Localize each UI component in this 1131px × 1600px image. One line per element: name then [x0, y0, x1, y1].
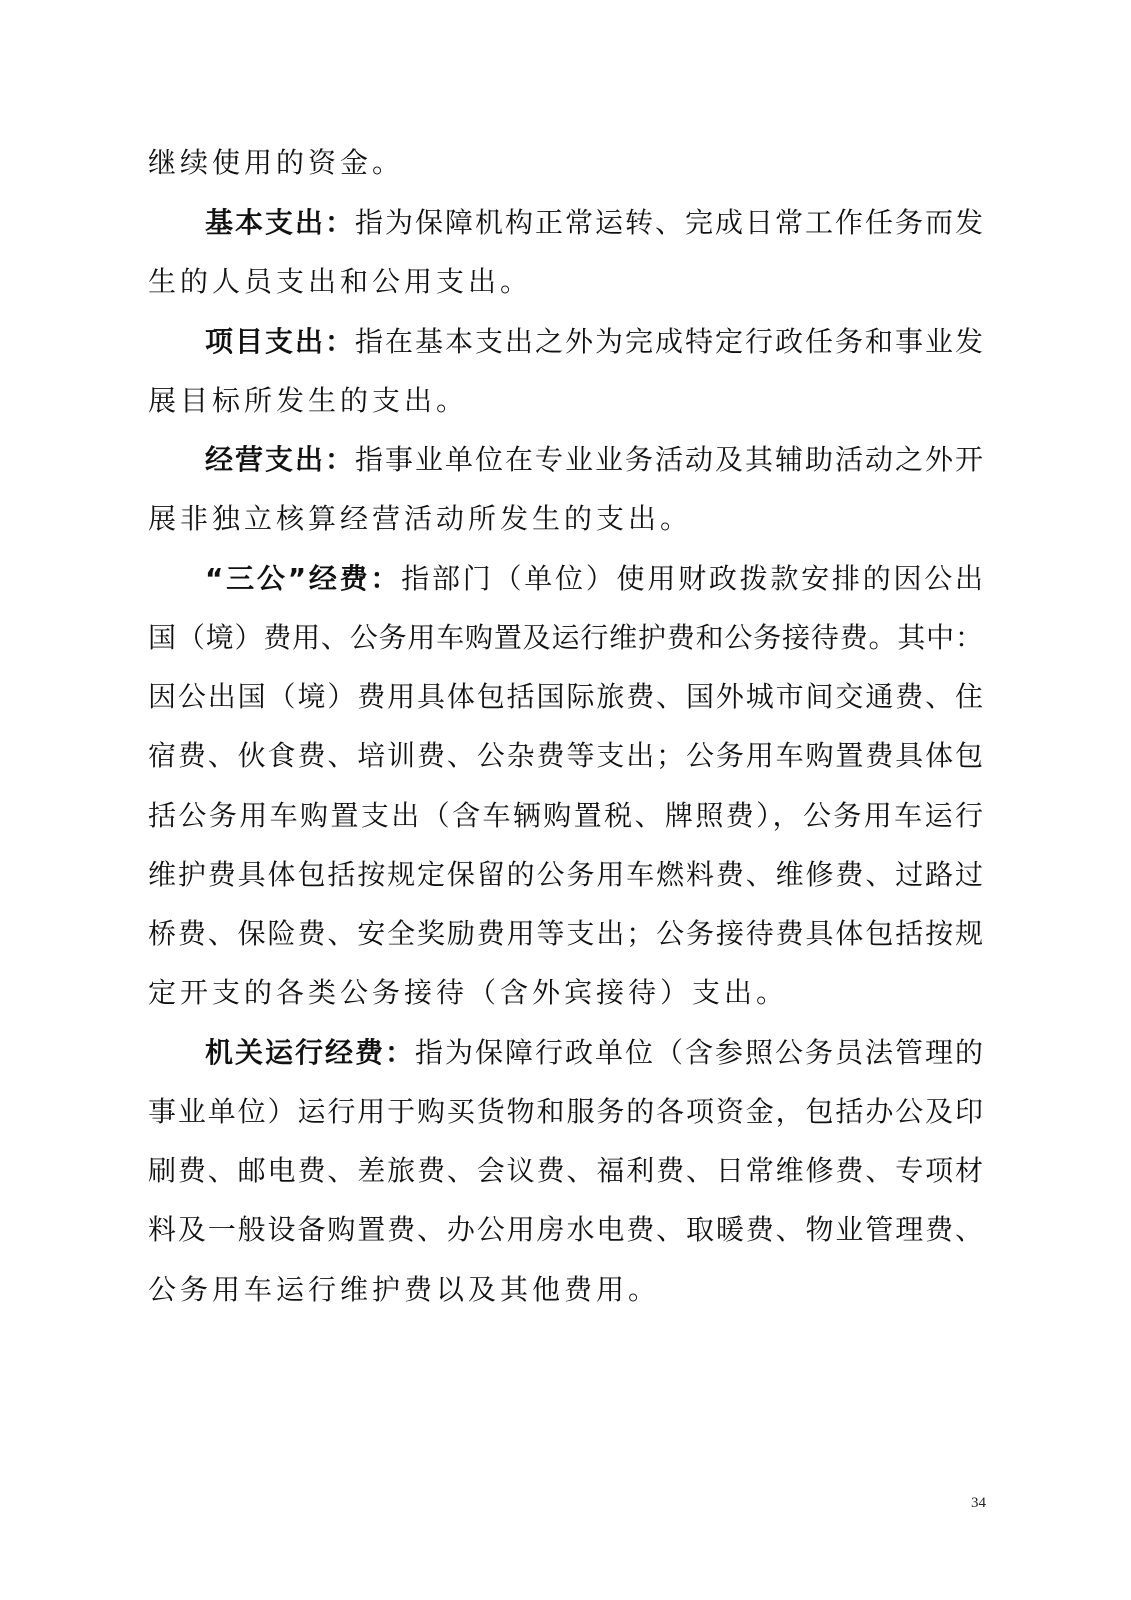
- line-text: 生的人员支出和公用支出。: [148, 265, 533, 298]
- text-line: [148, 143, 983, 183]
- line-text: 料及一般设备购置费、办公用房水电费、取暖费、物业管理费、: [148, 1213, 983, 1246]
- text-line: [148, 1092, 983, 1132]
- text-line: [148, 796, 983, 836]
- line-text: 展非独立核算经营活动所发生的支出。: [148, 502, 693, 535]
- definition-line: [205, 1033, 983, 1073]
- text-line: [148, 914, 983, 954]
- line-text: 因公出国（境）费用具体包括国际旅费、国外城市间交通费、住: [148, 680, 983, 713]
- text-line: [148, 618, 983, 658]
- text-line: [148, 973, 983, 1013]
- page-number: 34: [971, 1495, 986, 1511]
- line-text: 括公务用车购置支出（含车辆购置税、牌照费），公务用车运行: [148, 799, 983, 832]
- text-line: [148, 855, 983, 895]
- text-line: [148, 1210, 983, 1250]
- text-line: [148, 262, 983, 302]
- definition-line: [205, 440, 983, 480]
- term-label: “三公”经费：: [205, 562, 402, 595]
- definition-line: [205, 322, 983, 362]
- line-text: 指为保障机构正常运转、完成日常工作任务而发: [355, 206, 983, 239]
- line-text: 国（境）费用、公务用车购置及运行维护费和公务接待费。其中：: [148, 621, 983, 654]
- line-text: 定开支的各类公务接待（含外宾接待）支出。: [148, 976, 789, 1009]
- term-label: 机关运行经费：: [205, 1036, 415, 1069]
- line-text: 指为保障行政单位（含参照公务员法管理的: [415, 1036, 983, 1069]
- term-label: 经营支出：: [205, 443, 355, 476]
- line-text: 桥费、保险费、安全奖励费用等支出；公务接待费具体包括按规: [148, 917, 983, 950]
- text-line: [148, 499, 983, 539]
- line-text: 公务用车运行维护费以及其他费用。: [148, 1273, 661, 1306]
- line-text: 刷费、邮电费、差旅费、会议费、福利费、日常维修费、专项材: [148, 1154, 983, 1187]
- text-line: [148, 736, 983, 776]
- line-text: 事业单位）运行用于购买货物和服务的各项资金，包括办公及印: [148, 1095, 983, 1128]
- line-text: 指在基本支出之外为完成特定行政任务和事业发: [355, 325, 983, 358]
- text-line: [148, 381, 983, 421]
- text-line: [148, 677, 983, 717]
- line-text: 继续使用的资金。: [148, 146, 405, 179]
- term-label: 项目支出：: [205, 325, 355, 358]
- text-line: [148, 1270, 983, 1310]
- line-text: 指事业单位在专业业务活动及其辅助活动之外开: [355, 443, 983, 476]
- line-text: 宿费、伙食费、培训费、公杂费等支出；公务用车购置费具体包: [148, 739, 983, 772]
- line-text: 展目标所发生的支出。: [148, 384, 469, 417]
- term-label: 基本支出：: [205, 206, 355, 239]
- text-line: [148, 1151, 983, 1191]
- definition-line: [205, 559, 983, 599]
- line-text: 维护费具体包括按规定保留的公务用车燃料费、维修费、过路过: [148, 858, 983, 891]
- line-text: 指部门（单位）使用财政拨款安排的因公出: [401, 562, 983, 595]
- definition-line: [205, 203, 983, 243]
